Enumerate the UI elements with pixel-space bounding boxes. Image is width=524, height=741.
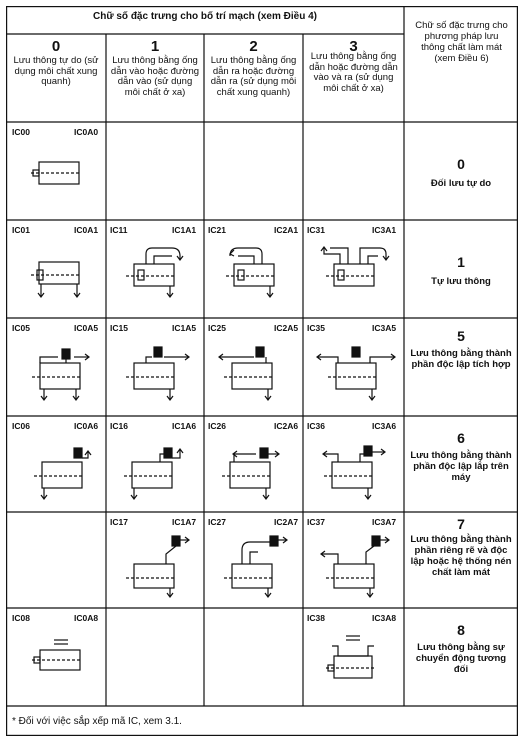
machine-diagram-ic36	[318, 442, 394, 502]
code-ic2a6: IC2A6	[274, 421, 299, 431]
code-ic25: IC25	[208, 323, 226, 333]
row-0-number: 0	[457, 156, 465, 172]
row-8-label: Lưu thông bằng sự chuyển động tương đối	[415, 642, 507, 675]
machine-diagram-ic25	[216, 341, 296, 405]
code-ic3a1: IC3A1	[372, 225, 397, 235]
row-7-number: 7	[457, 516, 465, 532]
machine-diagram-ic31	[318, 242, 394, 306]
row-1-number: 1	[457, 254, 465, 270]
row-8-number: 8	[457, 622, 465, 638]
row-1-label: Tự lưu thông	[431, 276, 491, 287]
code-ic01: IC01	[12, 225, 30, 235]
code-ic06: IC06	[12, 421, 30, 431]
code-ic37: IC37	[307, 517, 325, 527]
code-ic3a8: IC3A8	[372, 613, 397, 623]
machine-diagram-ic01	[31, 256, 91, 304]
code-ic26: IC26	[208, 421, 226, 431]
code-ic31: IC31	[307, 225, 325, 235]
code-ic05: IC05	[12, 323, 30, 333]
col-0-number: 0	[51, 38, 61, 55]
machine-diagram-ic27	[218, 530, 298, 600]
machine-diagram-ic35	[314, 341, 400, 405]
col-2-label: Lưu thông bằng ống dẫn ra hoặc đường dẫn ra (sử dụng môi chất xung quanh)	[210, 55, 297, 98]
code-ic1a6: IC1A6	[172, 421, 197, 431]
machine-diagram-ic26	[220, 442, 290, 502]
code-ic1a7: IC1A7	[172, 517, 197, 527]
code-ic0a6: IC0A6	[74, 421, 99, 431]
code-ic2a7: IC2A7	[274, 517, 299, 527]
code-ic08: IC08	[12, 613, 30, 623]
row-5-label: Lưu thông bằng thành phần độc lập tích hợp	[410, 348, 512, 370]
code-ic38: IC38	[307, 613, 325, 623]
code-ic1a5: IC1A5	[172, 323, 197, 333]
code-ic1a1: IC1A1	[172, 225, 197, 235]
code-ic3a6: IC3A6	[372, 421, 397, 431]
machine-diagram-ic16	[124, 442, 194, 502]
machine-diagram-ic15	[122, 341, 198, 405]
machine-diagram-ic05	[28, 341, 98, 405]
machine-diagram-ic06	[30, 442, 100, 502]
col-3-label: Lưu thông bằng ống dẫn hoặc đường dẫn vào và ra (sử dụng môi chất ở xa)	[309, 51, 398, 94]
code-ic0a0: IC0A0	[74, 127, 99, 137]
code-ic11: IC11	[110, 225, 128, 235]
header-title: Chữ số đặc trưng cho bố trí mạch (xem Điều 4)	[93, 11, 317, 22]
footnote: * Đối với việc sắp xếp mã IC, xem 3.1.	[12, 716, 182, 727]
code-ic36: IC36	[307, 421, 325, 431]
code-ic21: IC21	[208, 225, 226, 235]
code-ic35: IC35	[307, 323, 325, 333]
machine-diagram-ic11	[124, 242, 194, 306]
code-ic00: IC00	[12, 127, 30, 137]
col-0-label: Lưu thông tự do (sử dụng môi chất xung quanh)	[13, 55, 99, 87]
code-ic0a1: IC0A1	[74, 225, 99, 235]
machine-diagram-ic37	[316, 530, 396, 600]
header-right-title: Chữ số đặc trưng cho phương pháp lưu thông chất làm mát (xem Điều 6)	[415, 20, 508, 64]
machine-diagram-ic21	[220, 242, 290, 306]
code-ic3a7: IC3A7	[372, 517, 397, 527]
ic-code-table	[6, 6, 518, 736]
machine-diagram-ic08	[32, 634, 92, 678]
row-5-number: 5	[457, 328, 465, 344]
machine-diagram-ic38	[324, 632, 384, 688]
col-1-label: Lưu thông bằng ống dẫn vào hoặc đường dẫn vào (sử dụng môi chất ở xa)	[110, 55, 200, 98]
machine-diagram-ic00	[31, 156, 91, 196]
code-ic3a5: IC3A5	[372, 323, 397, 333]
code-ic2a1: IC2A1	[274, 225, 299, 235]
row-0-label: Đối lưu tự do	[430, 178, 492, 189]
row-6-label: Lưu thông bằng thành phần độc lập lắp trên máy	[410, 450, 512, 483]
code-ic2a5: IC2A5	[274, 323, 299, 333]
code-ic0a5: IC0A5	[74, 323, 99, 333]
row-6-number: 6	[457, 430, 465, 446]
code-ic15: IC15	[110, 323, 128, 333]
col-3-number: 3	[349, 38, 358, 55]
code-ic16: IC16	[110, 421, 128, 431]
code-ic17: IC17	[110, 517, 128, 527]
code-ic0a8: IC0A8	[74, 613, 99, 623]
code-ic27: IC27	[208, 517, 226, 527]
row-7-label: Lưu thông bằng thành phần riêng rẽ và độc lập hoặc hệ thống nén chất làm mát	[410, 534, 512, 578]
col-2-number: 2	[249, 38, 258, 55]
col-1-number: 1	[150, 38, 160, 55]
machine-diagram-ic17	[122, 530, 198, 600]
